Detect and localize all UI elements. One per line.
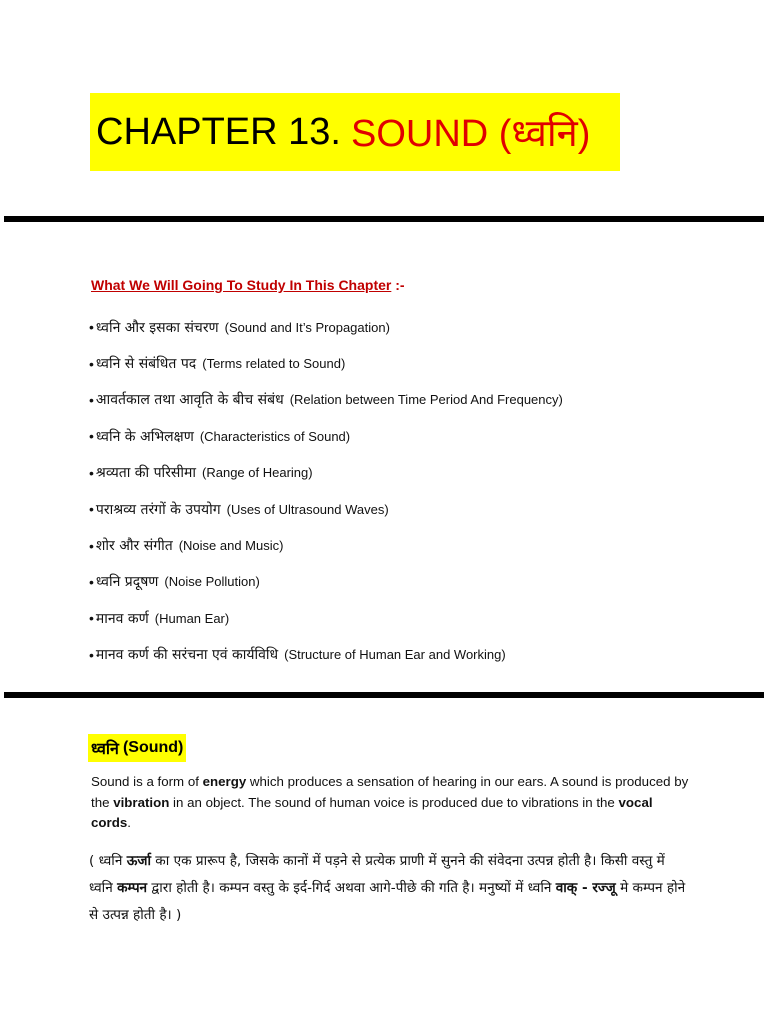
divider-middle (4, 692, 764, 698)
topic-hindi: आवर्तकाल तथा आवृति के बीच संबंध (95, 392, 284, 409)
topic-english: (Range of Hearing) (202, 465, 313, 481)
bullet-icon: • (89, 537, 94, 554)
sound-section-heading (88, 734, 186, 762)
study-heading-separator: :- (395, 277, 405, 293)
topic-hindi: पराश्रव्य तरंगों के उपयोग (95, 501, 221, 518)
bullet-icon: • (89, 319, 94, 336)
bullet-icon: • (89, 391, 94, 408)
bullet-icon: • (89, 501, 94, 518)
sound-heading-english: (Sound) (122, 739, 184, 756)
list-item (89, 455, 749, 491)
topic-english: (Terms related to Sound) (202, 356, 346, 372)
chapter-number: CHAPTER 13. (96, 110, 341, 153)
topic-english: (Uses of Ultrasound Waves) (226, 501, 389, 517)
keyword-urja: ऊर्जा (126, 853, 151, 869)
topic-english: (Structure of Human Ear and Working) (284, 647, 506, 663)
list-item (89, 382, 749, 418)
topic-english: (Relation between Time Period And Frequency) (289, 392, 563, 408)
text-run: in an object. The sound of human voice is produced due to vibrations in the (169, 794, 619, 810)
topic-hindi: ध्वनि प्रदूषण (95, 574, 159, 591)
topic-hindi: शोर और संगीत (95, 538, 173, 555)
topic-english: (Sound and It’s Propagation) (224, 319, 390, 335)
topic-list (89, 309, 749, 673)
chapter-title (90, 93, 620, 171)
topic-english: (Noise Pollution) (164, 574, 260, 590)
topic-hindi: मानव कर्ण (95, 610, 149, 627)
topic-hindi: ध्वनि और इसका संचरण (95, 319, 219, 336)
study-heading (91, 277, 405, 293)
sound-definition-hindi (89, 848, 689, 929)
study-heading-text: What We Will Going To Study In This Chapter (91, 277, 392, 293)
list-item (89, 309, 749, 345)
keyword-energy: energy (202, 774, 247, 789)
list-item (89, 564, 749, 600)
bullet-icon: • (89, 464, 94, 481)
divider-top (4, 216, 764, 222)
bullet-icon: • (89, 573, 94, 590)
text-run: द्वारा होती है। कम्पन वस्तु के इर्द-गिर्द अथवा आगे-पीछे की गति है। मनुष्यों में ध्वनि (147, 880, 556, 896)
topic-hindi: मानव कर्ण की सरंचना एवं कार्यविधि (95, 647, 279, 664)
bullet-icon: • (89, 428, 94, 445)
topic-english: (Noise and Music) (178, 538, 284, 554)
topic-hindi: ध्वनि के अभिलक्षण (95, 428, 194, 445)
topic-hindi: ध्वनि से संबंधित पद (95, 356, 197, 373)
list-item (89, 491, 749, 527)
list-item (89, 345, 749, 381)
sound-definition-english (91, 772, 691, 834)
keyword-vocal-cords: vocal cords (91, 794, 653, 830)
keyword-vak-rajju: वाक् - रज्जू (555, 880, 616, 896)
keyword-vibration: vibration (113, 794, 170, 810)
keyword-kampan: कम्पन (117, 880, 148, 896)
text-run: which produces a sensation of hearing in our ears. A sound is produced by the (91, 774, 689, 810)
chapter-subject: SOUND (ध्वनि) (350, 113, 591, 155)
topic-hindi: श्रव्यता की परिसीमा (95, 465, 197, 482)
text-run: . (127, 815, 131, 830)
list-item (89, 637, 749, 673)
text-run: का एक प्रारूप है, जिसके कानों में पड़ने से प्रत्येक प्राणी में सुनने की संवेदना उत्पन्न होती है। किसी वस्तु में ध्वनि (89, 853, 665, 896)
topic-english: (Characteristics of Sound) (199, 428, 351, 444)
text-run: ( ध्वनि (89, 853, 127, 869)
sound-heading-hindi: ध्वनि (91, 739, 119, 758)
list-item (89, 600, 749, 636)
text-run: Sound is a form of (91, 774, 203, 789)
list-item (89, 418, 749, 454)
list-item (89, 527, 749, 563)
bullet-icon: • (89, 610, 94, 627)
topic-english: (Human Ear) (154, 610, 230, 626)
bullet-icon: • (89, 355, 94, 372)
text-run: मे कम्पन होने से उत्पन्न होती है। ) (89, 880, 686, 923)
bullet-icon: • (89, 646, 94, 663)
